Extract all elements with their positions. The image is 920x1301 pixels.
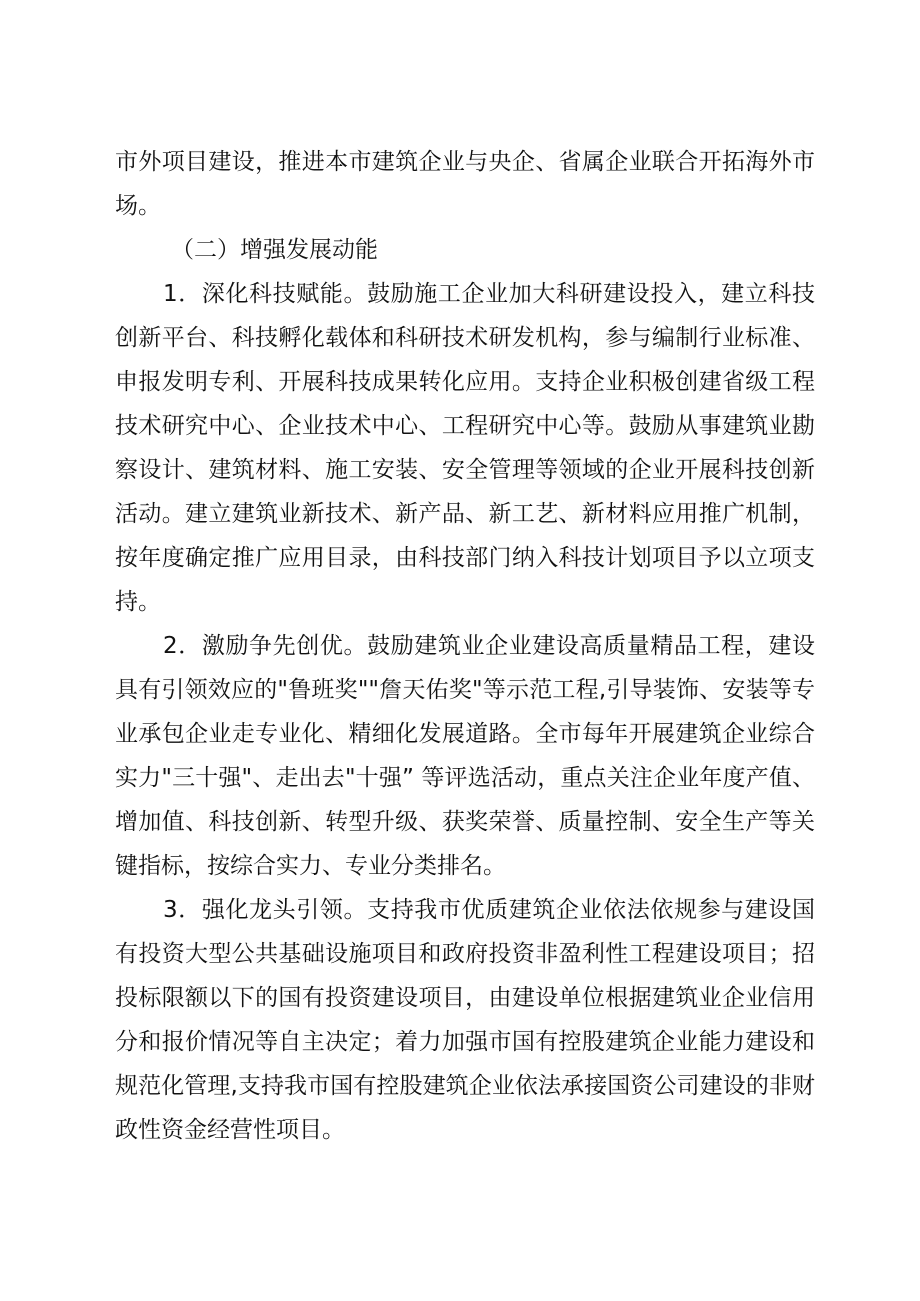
- paragraph-continuation: 市外项目建设，推进本市建筑企业与央企、省属企业联合开拓海外市场。: [115, 149, 815, 219]
- paragraph-item-3: 3．强化龙头引领。支持我市优质建筑企业依法依规参与建设国有投资大型公共基础设施项目和政府投资非盈利性工程建设项目；招投标限额以下的国有投资建设项目，由建设单位根据建筑业企业信用分和报价情况等自主决定；着力加强市国有控股建筑企业能力建设和规范化管理,支持我市国有控股建筑企业依法承接国资公司建设的非财政性资金经营性项目。: [115, 897, 815, 1143]
- document-body: [115, 140, 815, 1152]
- paragraph-item-2: 2．激励争先创优。鼓励建筑业企业建设高质量精品工程，建设具有引领效应的"鲁班奖""詹天佑奖"等示范工程,引导装饰、安装等专业承包企业走专业化、精细化发展道路。全市每年开展建筑企业综合实力"三十强"、走出去"十强” 等评选活动，重点关注企业年度产值、增加值、科技创新、转型升级、获奖荣誉、质量控制、安全生产等关键指标，按综合实力、专业分类排名。: [115, 633, 815, 879]
- paragraph-item-1: 1．深化科技赋能。鼓励施工企业加大科研建设投入，建立科技创新平台、科技孵化载体和科研技术研发机构，参与编制行业标准、申报发明专利、开展科技成果转化应用。支持企业积极创建省级工程技术研究中心、企业技术中心、工程研究中心等。鼓励从事建筑业勘察设计、建筑材料、施工安装、安全管理等领域的企业开展科技创新活动。建立建筑业新技术、新产品、新工艺、新材料应用推广机制，按年度确定推广应用目录，由科技部门纳入科技计划项目予以立项支持。: [115, 281, 815, 615]
- section-heading: （二）增强发展动能: [171, 237, 378, 263]
